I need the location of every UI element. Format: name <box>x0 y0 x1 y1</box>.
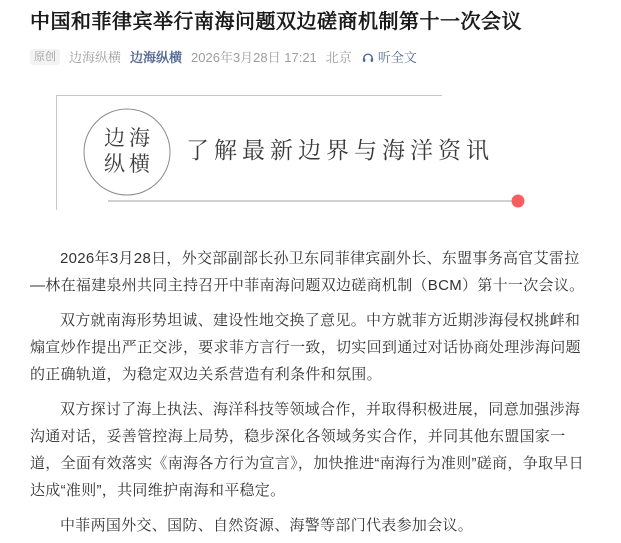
listen-label: 听全文 <box>377 50 417 65</box>
author-name: 边海纵横 <box>69 50 122 65</box>
publish-datetime: 2026年3月28日 17:21 <box>191 50 317 65</box>
logo-text-line1: 边海 <box>104 126 154 150</box>
banner-tagline: 了解最新边界与海洋资讯 <box>186 138 494 164</box>
paragraph: 双方就南海形势坦诚、建设性地交换了意见。中方就菲方近期涉海侵权挑衅和煽宣炒作提出严正交涉，要求菲方言行一致，切实回到通过对话协商处理涉海问题的正确轨道，为稳定双边关系营造有利条件和氛围。 <box>30 312 581 383</box>
paragraph: 2026年3月28日，外交部副部长孙卫东同菲律宾副外长、东盟事务高官艾雷拉—林在福建泉州共同主持召开中菲南海问题双边磋商机制（BCM）第十一次会议。 <box>30 250 585 294</box>
logo-text-line2: 纵横 <box>104 152 154 176</box>
account-link[interactable]: 边海纵横 <box>130 50 183 65</box>
red-dot <box>512 195 525 208</box>
meta-row <box>30 47 590 66</box>
headphone-icon <box>361 50 375 64</box>
article-title: 中国和菲律宾举行南海问题双边磋商机制第十一次会议 <box>30 11 522 33</box>
paragraph: 中菲两国外交、国防、自然资源、海警等部门代表参加会议。 <box>60 517 474 534</box>
paragraph: 双方探讨了海上执法、海洋科技等领域合作，并取得积极进展，同意加强涉海沟通对话，妥善管控海上局势，稳步深化各领域务实合作，并同其他东盟国家一道，全面有效落实《南海各方行为宣言》，加快推进“南海行为准则”磋商，争取早日达成“准则”，共同维护南海和平稳定。 <box>30 401 584 499</box>
original-badge: 原创 <box>30 49 60 65</box>
listen-audio-button[interactable] <box>361 47 417 66</box>
article-body <box>30 245 590 539</box>
publish-location: 北京 <box>325 50 352 65</box>
banner-image[interactable] <box>30 95 590 230</box>
